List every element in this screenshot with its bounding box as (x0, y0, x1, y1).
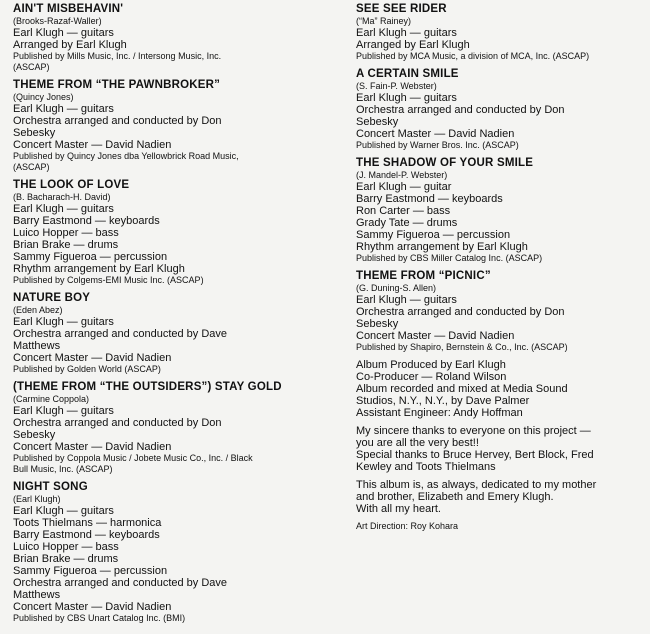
paragraph-line: Co-Producer — Roland Wilson (356, 371, 507, 383)
credit-line: Concert Master — David Nadien (13, 441, 172, 453)
paragraph-line: This album is, as always, dedicated to my mother (356, 479, 597, 491)
credit-line: Toots Thielmans — harmonica (13, 517, 162, 529)
credit-line: Brian Brake — drums (13, 239, 119, 251)
thanks-note (356, 425, 646, 473)
credit-line: Earl Klugh — guitars (13, 27, 114, 39)
credit-line: Luico Hopper — bass (13, 541, 119, 553)
credit-line: Rhythm arrangement by Earl Klugh (13, 263, 185, 275)
track-credit (13, 79, 343, 173)
track-credit (13, 3, 343, 73)
publisher-line: Published by CBS Unart Catalog Inc. (BMI) (13, 613, 186, 623)
credit-line: Earl Klugh — guitars (13, 103, 114, 115)
paragraph-line: With all my heart. (356, 503, 441, 515)
right-column (356, 3, 646, 532)
credit-line: Sebesky (356, 318, 399, 330)
track-composer: (B. Bacharach-H. David) (13, 192, 111, 202)
credit-line: Concert Master — David Nadien (13, 352, 172, 364)
track-credit (13, 179, 343, 286)
credit-line: Orchestra arranged and conducted by Don (356, 306, 565, 318)
paragraph-line: Album recorded and mixed at Media Sound (356, 383, 568, 395)
paragraph-line: Assistant Engineer: Andy Hoffman (356, 407, 523, 419)
track-title: A CERTAIN SMILE (356, 68, 459, 80)
publisher-line: Published by Colgems-EMI Music Inc. (ASCAP) (13, 275, 204, 285)
credit-line: Grady Tate — drums (356, 217, 458, 229)
track-title: THEME FROM “PICNIC” (356, 270, 491, 282)
credit-line: Arranged by Earl Klugh (356, 39, 470, 51)
credit-line: Concert Master — David Nadien (13, 601, 172, 613)
track-credit (13, 381, 343, 475)
art-direction-credit: Art Direction: Roy Kohara (356, 521, 459, 531)
credit-line: Barry Eastmond — keyboards (13, 529, 160, 541)
paragraph-line: Album Produced by Earl Klugh (356, 359, 506, 371)
publisher-line: Published by Warner Bros. Inc. (ASCAP) (356, 140, 519, 150)
track-credit (356, 68, 646, 151)
credit-line: Concert Master — David Nadien (13, 139, 172, 151)
credit-line: Sammy Figueroa — percussion (356, 229, 511, 241)
track-title: NATURE BOY (13, 292, 91, 304)
credit-line: Rhythm arrangement by Earl Klugh (356, 241, 528, 253)
publisher-line: Bull Music, Inc. (ASCAP) (13, 464, 113, 474)
track-title: THE LOOK OF LOVE (13, 179, 130, 191)
track-composer: (Carmine Coppola) (13, 394, 90, 404)
track-composer: (Quincy Jones) (13, 92, 74, 102)
track-composer: (G. Duning-S. Allen) (356, 283, 437, 293)
track-credit (356, 270, 646, 353)
credit-line: Earl Klugh — guitars (13, 316, 114, 328)
paragraph-line: you are all the very best!! (356, 437, 479, 449)
credit-line: Sammy Figueroa — percussion (13, 565, 168, 577)
credit-line: Barry Eastmond — keyboards (13, 215, 160, 227)
track-credit (13, 481, 343, 624)
credit-line: Matthews (13, 589, 61, 601)
track-composer: (“Ma” Rainey) (356, 16, 412, 26)
track-title: THE SHADOW OF YOUR SMILE (356, 157, 534, 169)
publisher-line: Published by Quincy Jones dba Yellowbrick Road Music, (13, 151, 239, 161)
credit-line: Earl Klugh — guitars (356, 294, 457, 306)
publisher-line: Published by Golden World (ASCAP) (13, 364, 161, 374)
credit-line: Sammy Figueroa — percussion (13, 251, 168, 263)
track-title: AIN'T MISBEHAVIN' (13, 3, 124, 15)
track-title: (THEME FROM “THE OUTSIDERS”) STAY GOLD (13, 381, 282, 393)
track-title: SEE SEE RIDER (356, 3, 447, 15)
paragraph-line: Kewley and Toots Thielmans (356, 461, 496, 473)
publisher-line: (ASCAP) (13, 162, 50, 172)
credit-line: Ron Carter — bass (356, 205, 451, 217)
credit-line: Earl Klugh — guitars (13, 505, 114, 517)
track-credit (356, 157, 646, 264)
paragraph-line: My sincere thanks to everyone on this project — (356, 425, 591, 437)
credit-line: Orchestra arranged and conducted by Dave (13, 577, 228, 589)
paragraph-line: and brother, Elizabeth and Emery Klugh. (356, 491, 554, 503)
credit-line: Earl Klugh — guitars (13, 203, 114, 215)
credit-line: Sebesky (356, 116, 399, 128)
track-composer: (Earl Klugh) (13, 494, 61, 504)
track-composer: (Eden Abez) (13, 305, 63, 315)
right-track-list (356, 3, 646, 353)
dedication-note (356, 479, 646, 515)
credit-line: Orchestra arranged and conducted by Don (356, 104, 565, 116)
credit-line: Concert Master — David Nadien (356, 128, 515, 140)
publisher-line: Published by Mills Music, Inc. / Intersong Music, Inc. (13, 51, 222, 61)
credit-line: Earl Klugh — guitars (356, 27, 457, 39)
production-credits (356, 359, 646, 419)
track-credit (356, 3, 646, 62)
credit-line: Earl Klugh — guitars (356, 92, 457, 104)
credit-line: Luico Hopper — bass (13, 227, 119, 239)
left-column (13, 3, 343, 630)
paragraph-line: Studios, N.Y., N.Y., by Dave Palmer (356, 395, 530, 407)
credit-line: Sebesky (13, 127, 56, 139)
track-composer: (S. Fain-P. Webster) (356, 81, 437, 91)
credit-line: Barry Eastmond — keyboards (356, 193, 503, 205)
credit-line: Earl Klugh — guitars (13, 405, 114, 417)
track-composer: (J. Mandel-P. Webster) (356, 170, 448, 180)
credit-line: Orchestra arranged and conducted by Don (13, 417, 222, 429)
publisher-line: Published by MCA Music, a division of MCA, Inc. (ASCAP) (356, 51, 590, 61)
credit-line: Arranged by Earl Klugh (13, 39, 127, 51)
paragraph-line: Special thanks to Bruce Hervey, Bert Block, Fred (356, 449, 594, 461)
credit-line: Sebesky (13, 429, 56, 441)
credit-line: Brian Brake — drums (13, 553, 119, 565)
publisher-line: Published by Coppola Music / Jobete Music Co., Inc. / Black (13, 453, 253, 463)
track-title: NIGHT SONG (13, 481, 88, 493)
credit-line: Orchestra arranged and conducted by Don (13, 115, 222, 127)
track-composer: (Brooks-Razaf-Waller) (13, 16, 102, 26)
credit-line: Concert Master — David Nadien (356, 330, 515, 342)
publisher-line: Published by Shapiro, Bernstein & Co., Inc. (ASCAP) (356, 342, 568, 352)
publisher-line: Published by CBS Miller Catalog Inc. (ASCAP) (356, 253, 543, 263)
credit-line: Earl Klugh — guitar (356, 181, 452, 193)
track-title: THEME FROM “THE PAWNBROKER” (13, 79, 221, 91)
track-credit (13, 292, 343, 375)
credit-line: Matthews (13, 340, 61, 352)
publisher-line: (ASCAP) (13, 62, 50, 72)
credit-line: Orchestra arranged and conducted by Dave (13, 328, 228, 340)
